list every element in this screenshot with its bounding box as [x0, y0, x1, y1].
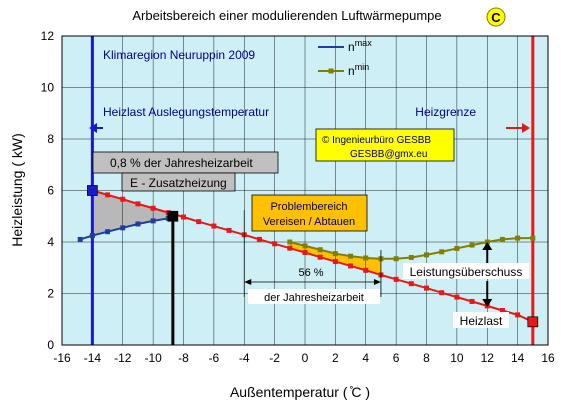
x-tick-label: -16: [53, 351, 71, 365]
nmin-series-point: [394, 256, 399, 261]
heizlast-series-point: [333, 259, 338, 264]
y-tick-label: 4: [47, 235, 54, 249]
nmin-series-point: [318, 247, 323, 252]
y-tick-label: 6: [47, 183, 54, 198]
nmax-series-point: [90, 233, 95, 238]
legend-nmin-marker: [329, 69, 334, 74]
gray-box-line-2: E - Zusatzheizung: [130, 176, 227, 190]
heizlast-series-point: [120, 197, 125, 202]
pct-label: 56 %: [298, 267, 324, 279]
x-tick-label: -14: [83, 351, 102, 365]
nmin-series-point: [530, 236, 535, 241]
heizlast-label: Heizlast: [459, 314, 503, 328]
heizlast-series-point: [439, 290, 444, 295]
x-tick-label: -2: [269, 351, 280, 365]
nmin-series-point: [348, 254, 353, 259]
heizgrenze-label: Heizgrenze: [415, 105, 476, 119]
title-badge: [487, 8, 505, 26]
x-tick-label: -8: [178, 351, 189, 365]
heizlast-series-point: [151, 206, 156, 211]
x-tick-label: 0: [301, 351, 309, 365]
x-tick-label: 14: [510, 351, 525, 365]
heizlast-series-point: [318, 255, 323, 260]
nmin-series-point: [424, 252, 429, 257]
marker-point-1: [168, 211, 178, 221]
heizlast-series-point: [105, 192, 110, 197]
y-tick-label: 10: [40, 80, 54, 95]
y-axis-label: Heizleistung ( kW): [9, 133, 25, 247]
x-tick-label: 8: [423, 351, 430, 365]
x-tick-label: -4: [238, 351, 250, 365]
heizlast-series-point: [470, 299, 475, 304]
heizlast-series-point: [454, 295, 459, 300]
y-tick-label: 8: [47, 132, 54, 146]
x-tick-label: 2: [332, 351, 339, 365]
heizlast-auslegung-label: Heizlast Auslegungstemperatur: [103, 105, 270, 119]
heizlast-series-point: [424, 286, 429, 291]
marker-point-2: [528, 317, 538, 327]
problem-line-1: Problembereich: [270, 201, 348, 213]
nmin-series-point: [409, 255, 414, 260]
y-tick-label: 2: [47, 286, 54, 301]
nmin-series-point: [333, 251, 338, 256]
nmin-series-point: [439, 249, 444, 254]
leistungsueberschuss-label: Leistungsüberschuss: [409, 265, 523, 279]
title-badge-letter: C: [491, 10, 501, 25]
heizlast-series-point: [135, 201, 140, 206]
heizlast-series-point: [257, 237, 262, 242]
jahresheizarbeit-label: der Jahresheizarbeit: [264, 292, 364, 304]
chart-title: Arbeitsbereich einer modulierenden Luftwärmepumpe: [132, 8, 442, 23]
x-tick-label: 4: [362, 351, 370, 365]
x-tick-label: 12: [480, 351, 494, 365]
x-tick-label: 10: [450, 351, 464, 365]
nmin-series-point: [287, 240, 292, 245]
heizlast-series-point: [409, 281, 414, 286]
x-tick-label: 6: [392, 351, 400, 365]
x-tick-label: -10: [144, 351, 162, 365]
nmin-series-point: [515, 236, 520, 241]
region-label: Klimaregion Neuruppin 2009: [103, 48, 256, 62]
nmax-series-point: [135, 221, 140, 226]
heizlast-series-point: [196, 219, 201, 224]
y-tick-label: 12: [40, 29, 54, 43]
x-tick-label: -6: [208, 351, 220, 365]
nmin-series-point: [500, 237, 505, 242]
heizlast-series-point: [394, 277, 399, 282]
x-axis-label: Außentemperatur ( ̊C ): [229, 384, 371, 400]
gray-box-line-1: 0,8 % der Jahresheizarbeit: [110, 156, 253, 170]
nmax-series-point: [151, 218, 156, 223]
problem-line-2: Vereisen / Abtauen: [262, 216, 356, 228]
nmin-series-point: [470, 243, 475, 248]
copyright-line-1: © Ingenieurbüro GESBB: [322, 135, 432, 146]
heizlast-series-point: [348, 263, 353, 268]
marker-point-0: [87, 186, 97, 196]
y-tick-label: 0: [47, 338, 54, 352]
heizlast-series-point: [303, 250, 308, 255]
nmax-series-point: [78, 237, 83, 242]
heizlast-series-point: [363, 268, 368, 273]
x-tick-label: -12: [114, 351, 132, 365]
heizlast-series-point: [227, 228, 232, 233]
legend-nmax-sub: max: [354, 38, 372, 48]
legend-nmin-label: $n^{min}$: [348, 62, 370, 78]
heizlast-series-point: [287, 246, 292, 251]
copyright-line-2: GESBB@gmx.eu: [350, 149, 428, 160]
legend-nmax-label: $n^{max}$: [348, 38, 372, 54]
x-tick-label: 16: [541, 351, 555, 365]
nmax-series-point: [105, 229, 110, 234]
heizlast-series-point: [211, 224, 216, 229]
heizlast-series-point: [272, 241, 277, 246]
nmin-series-point: [454, 246, 459, 251]
heizlast-series-point: [181, 215, 186, 220]
legend-nmin-sub: min: [354, 62, 370, 72]
nmin-series-point: [303, 243, 308, 248]
nmax-series-point: [120, 225, 125, 230]
nmin-series-point: [363, 255, 368, 260]
heizlast-series-point: [515, 312, 520, 317]
